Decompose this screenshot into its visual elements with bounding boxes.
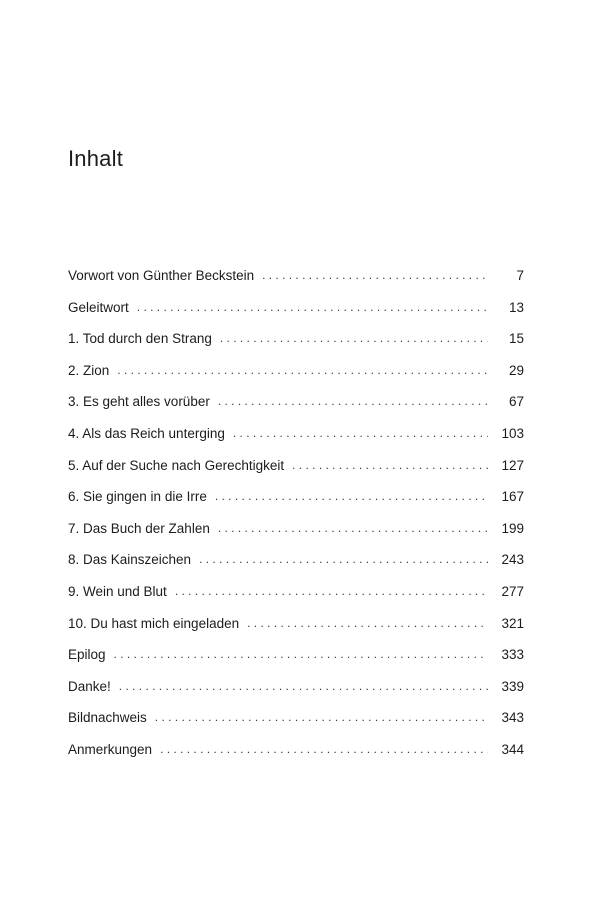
dot-leader (220, 331, 488, 345)
toc-entry-label: 6. Sie gingen in die Irre (68, 489, 207, 505)
dot-leader (119, 679, 488, 693)
toc-entry (68, 394, 524, 426)
dot-leader (137, 300, 488, 314)
toc-entry (68, 616, 524, 648)
toc-entry-page: 67 (508, 394, 524, 410)
toc-entry-page: 29 (508, 362, 524, 378)
toc-entry (68, 300, 524, 332)
toc-entry-page: 167 (501, 489, 524, 505)
toc-entry-label: 9. Wein und Blut (68, 583, 167, 599)
toc-entry-label: Danke! (68, 678, 111, 694)
toc-entry-label: Geleitwort (68, 299, 129, 315)
dot-leader (155, 710, 488, 724)
toc-entry-page: 339 (501, 678, 524, 694)
toc-entry-label: Anmerkungen (68, 741, 153, 757)
toc-entry (68, 426, 524, 458)
toc-entry (68, 710, 524, 742)
dot-leader (218, 394, 488, 408)
toc-entry-page: 277 (501, 583, 524, 599)
toc-entry-page: 333 (501, 647, 524, 663)
toc-entry-label: 4. Als das Reich unterging (68, 425, 225, 441)
toc-entry-label: Bildnachweis (68, 710, 147, 726)
dot-leader (175, 584, 488, 598)
toc-entry-label: Vorwort von Günther Beckstein (68, 268, 255, 283)
toc-entry (68, 521, 524, 553)
toc-entry-label: 2. Zion (68, 362, 110, 378)
dot-leader (215, 489, 488, 503)
dot-leader (199, 552, 488, 566)
page-title: Inhalt (68, 146, 124, 171)
toc-entry-label: 1. Tod durch den Strang (68, 331, 212, 347)
toc-entry-label: 10. Du hast mich eingeladen (68, 615, 240, 631)
toc-entry-label: 8. Das Kainszeichen (68, 552, 192, 568)
toc-entry (68, 331, 524, 363)
dot-leader (262, 268, 488, 282)
dot-leader (117, 363, 488, 377)
toc-entry-page: 243 (501, 552, 524, 568)
toc-entry-label: 7. Das Buch der Zahlen (68, 520, 210, 536)
toc-entry (68, 489, 524, 521)
toc-entry-page: 343 (501, 710, 524, 726)
toc-entry-page: 13 (508, 299, 524, 315)
toc-entry (68, 268, 524, 300)
toc-entry-page: 344 (501, 741, 524, 757)
toc-entry-page: 7 (516, 268, 524, 283)
dot-leader (292, 458, 488, 472)
dot-leader (233, 426, 488, 440)
toc-entry (68, 584, 524, 616)
dot-leader (160, 742, 488, 756)
toc-entry (68, 363, 524, 395)
toc-entry (68, 647, 524, 679)
toc-entry (68, 679, 524, 711)
toc-entry-page: 15 (508, 331, 524, 347)
dot-leader (114, 647, 488, 661)
dot-leader (218, 521, 488, 535)
toc-entry (68, 458, 524, 490)
toc-entry-label: Epilog (68, 647, 106, 663)
toc-entry-page: 103 (501, 425, 524, 441)
toc-entry-label: 5. Auf der Suche nach Gerechtigkeit (68, 457, 285, 473)
table-of-contents (68, 268, 524, 774)
dot-leader (247, 616, 488, 630)
toc-entry-page: 199 (501, 520, 524, 536)
toc-entry-page: 127 (501, 457, 524, 473)
toc-entry-label: 3. Es geht alles vorüber (68, 394, 210, 410)
toc-entry (68, 552, 524, 584)
toc-entry-page: 321 (501, 615, 524, 631)
toc-entry (68, 742, 524, 774)
